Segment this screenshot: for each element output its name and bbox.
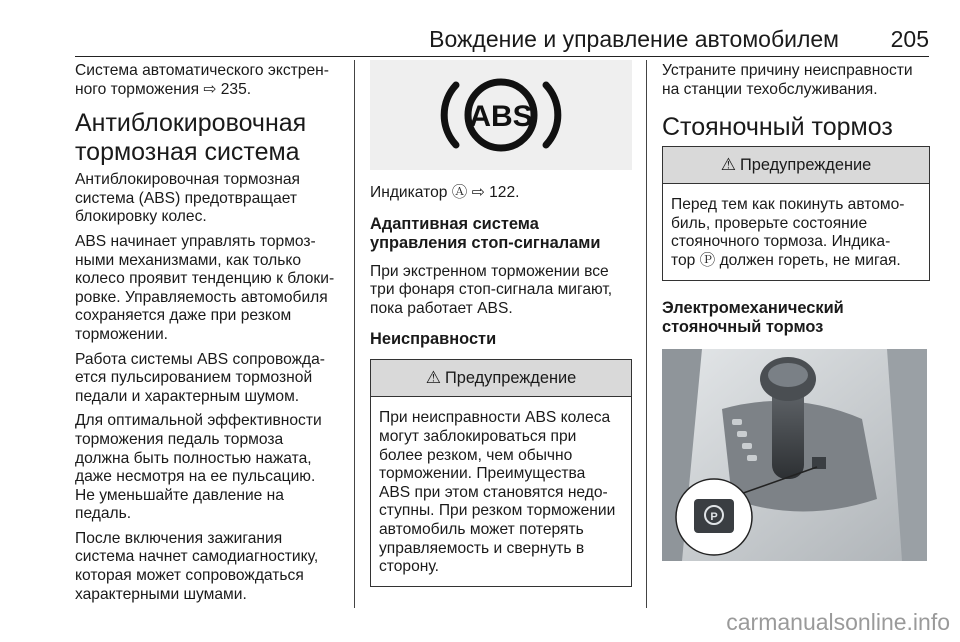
intro-paragraph: [75, 62, 343, 99]
text-line: которая может сопровождаться: [75, 567, 304, 585]
title-line: Антиблокировочная: [75, 109, 307, 138]
text-line: ровке. Управляемость автомобиля: [75, 288, 328, 306]
warning-header: [663, 147, 929, 184]
warning-body: [371, 397, 631, 585]
text-line: ступны. При резком торможении: [379, 502, 616, 520]
title-line: управления стоп-сигналами: [370, 233, 601, 252]
subsection-title-faults: Неисправности: [370, 330, 497, 349]
column-left: [75, 62, 343, 610]
section-title-abs: [75, 109, 343, 167]
warning-header: [371, 360, 631, 397]
title-line: стояночный тормоз: [662, 317, 824, 336]
text-line: Система автоматического экстрен-: [75, 62, 329, 79]
text-line: биль, проверьте состояние: [671, 214, 868, 232]
text-line: система (ABS) предотвращает: [75, 189, 298, 207]
column-middle: [370, 62, 632, 587]
text-line: автомобиль может потерять: [379, 520, 584, 538]
text-line: ется пульсированием тормозной: [75, 369, 313, 387]
warning-box-parking: [662, 146, 930, 280]
header-title: Вождение и управление автомобилем: [429, 26, 839, 52]
text-line: Работа системы ABS сопровожда-: [75, 350, 325, 368]
paragraph: [75, 351, 343, 407]
indicator-reference: Индикатор Ⓐ ⇨ 122.: [370, 184, 520, 201]
abs-warning-icon: [426, 67, 576, 163]
warning-text: [379, 409, 623, 576]
column-divider: [646, 60, 647, 608]
subsection-title-epb: [662, 299, 930, 337]
text-line: блокировку колес.: [75, 208, 207, 226]
page-header: [75, 26, 929, 57]
text-line: ного торможения ⇨ 235.: [75, 80, 252, 98]
text-line: сохраняется даже при резком: [75, 307, 292, 325]
abs-icon-label: ABS: [469, 100, 533, 133]
text-line: сторону.: [379, 558, 439, 576]
warning-triangle-icon: ⚠: [720, 155, 736, 175]
warning-title: Предупреждение: [739, 155, 872, 174]
page-number: 205: [890, 26, 929, 52]
text-line: педаль.: [75, 505, 132, 523]
text-line: пока работает ABS.: [370, 299, 513, 317]
svg-text:P: P: [710, 510, 718, 523]
text-line: более резком, чем обычно: [379, 446, 573, 464]
intro-paragraph: [662, 62, 930, 99]
text-line: Для оптимальной эффективности: [75, 412, 322, 430]
text-line: ABS начинает управлять тормоз-: [75, 232, 316, 250]
paragraph: [370, 263, 632, 319]
text-line: на станции техобслуживания.: [662, 80, 878, 98]
text-line: три фонаря стоп-сигнала мигают,: [370, 281, 613, 299]
text-line: управляемость и свернуть в: [379, 539, 585, 557]
warning-box-abs: [370, 359, 632, 586]
text-line: должна быть полностью нажата,: [75, 449, 312, 467]
column-divider: [354, 60, 355, 608]
text-line: торможении.: [75, 325, 168, 343]
text-line: характерными шумами.: [75, 585, 247, 603]
text-line: Не уменьшайте давление на: [75, 486, 284, 504]
text-line: тор Ⓟ должен гореть, не мигая.: [671, 251, 901, 269]
text-line: Устраните причину неисправности: [662, 62, 913, 79]
watermark: carmanualsonline.info: [726, 609, 950, 635]
text-line: могут заблокироваться при: [379, 427, 577, 445]
paragraph: [75, 171, 343, 227]
warning-body: [663, 184, 929, 279]
warning-text: [671, 196, 921, 270]
title-line: Электромеханический: [662, 298, 844, 317]
text-line: колесо проявит тенденцию к блоки-: [75, 270, 335, 288]
title-line: Адаптивная система: [370, 214, 539, 233]
paragraph: [75, 412, 343, 524]
warning-title: Предупреждение: [444, 368, 577, 387]
text-line: даже несмотря на ее пульсацию.: [75, 468, 316, 486]
text-line: После включения зажигания: [75, 529, 283, 547]
text-line: Антиблокировочная тормозная: [75, 171, 300, 189]
text-line: педали и характерным шумом.: [75, 387, 300, 405]
text-line: торможении. Преимущества: [379, 465, 586, 483]
paragraph: [75, 530, 343, 604]
text-line: торможения педаль тормоза: [75, 430, 284, 448]
column-right: [662, 62, 930, 561]
center-console-illustration: [662, 349, 927, 561]
title-line: тормозная система: [75, 138, 300, 167]
text-line: При экстренном торможении все: [370, 262, 609, 280]
text-line: Перед тем как покинуть автомо-: [671, 196, 905, 214]
section-title-parking-brake: Стояночный тормоз: [662, 113, 893, 142]
text-line: При неисправности ABS колеса: [379, 409, 611, 427]
text-line: стояночного тормоза. Индика-: [671, 233, 891, 251]
text-line: система начнет самодиагностику,: [75, 548, 319, 566]
parking-brake-photo: [662, 349, 927, 561]
text-line: ABS при этом становятся недо-: [379, 483, 608, 501]
paragraph: [75, 233, 343, 345]
text-line: ными механизмами, как только: [75, 251, 302, 269]
abs-indicator-figure: [370, 60, 632, 170]
subsection-title-brake-lights: [370, 215, 632, 253]
warning-triangle-icon: ⚠: [425, 368, 441, 388]
